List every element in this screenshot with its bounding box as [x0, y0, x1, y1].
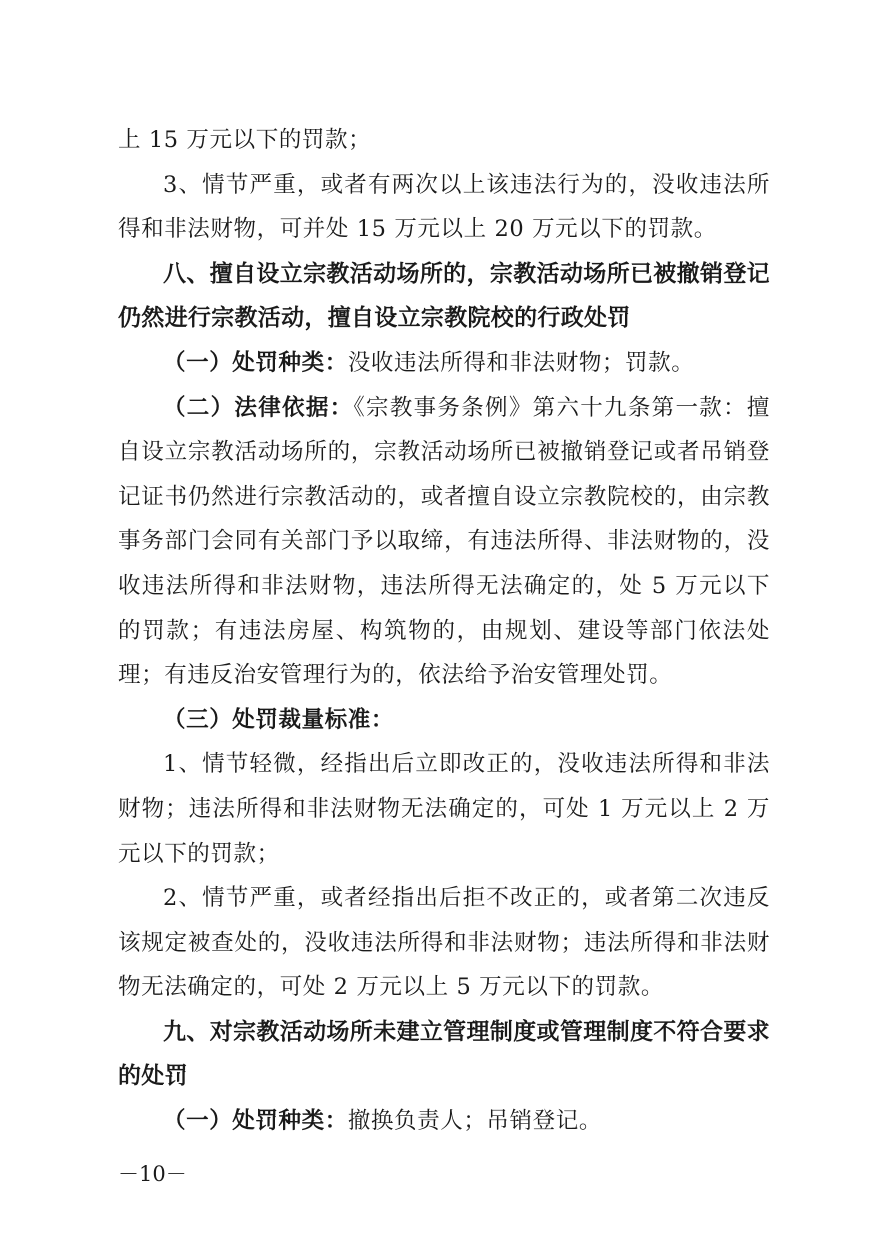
paragraph-penalty-types-9	[118, 1099, 770, 1144]
text-penalty-types: 没收违法所得和非法财物；罚款。	[347, 349, 695, 376]
label-legal-basis: （二）法律依据：	[163, 394, 354, 421]
section-heading-9: 九、对宗教活动场所未建立管理制度或管理制度不符合要求的处罚	[118, 1018, 770, 1090]
paragraph-discretion-standard	[118, 698, 770, 743]
paragraph-legal-basis	[118, 386, 770, 698]
label-penalty-types-9: （一）处罚种类：	[163, 1108, 348, 1135]
paragraph-item-2: 2、情节严重，或者经指出后拒不改正的，或者第二次违反该规定被查处的，没收违法所得和非法财物；违法所得和非法财物无法确定的，可处 2 万元以上 5 万元以下的罚款。	[118, 885, 770, 1001]
paragraph-item-3: 3、情节严重，或者有两次以上该违法行为的，没收违法所得和非法财物，可并处 15 万元以上 20 万元以下的罚款。	[118, 171, 770, 243]
text-legal-basis: 《宗教事务条例》第六十九条第一款：擅自设立宗教活动场所的，宗教活动场所已被撤销登记或者吊销登记证书仍然进行宗教活动的，或者擅自设立宗教院校的，由宗教事务部门会同有关部门予以取缔，有违法所得、非法财物的，没收违法所得和非法财物，违法所得无法确定的，处 5 万元以下的罚款；有违法房屋、构筑物的，由规划、建设等部门依法处理；有违反治安管理行为的，依法给予治安管理处罚。	[118, 394, 770, 689]
page-number: －10－	[118, 1162, 187, 1186]
section-heading-8: 八、擅自设立宗教活动场所的，宗教活动场所已被撤销登记仍然进行宗教活动，擅自设立宗教院校的行政处罚	[118, 260, 770, 332]
label-penalty-types: （一）处罚种类：	[163, 349, 348, 376]
paragraph-continued-fine: 上 15 万元以下的罚款；	[118, 127, 372, 153]
paragraph-penalty-types	[118, 341, 770, 386]
label-discretion-standard: （三）处罚裁量标准：	[163, 706, 395, 733]
paragraph-item-1: 1、情节轻微，经指出后立即改正的，没收违法所得和非法财物；违法所得和非法财物无法确定的，可处 1 万元以上 2 万元以下的罚款；	[118, 751, 770, 867]
document-body	[118, 118, 770, 1144]
text-penalty-types-9: 撤换负责人；吊销登记。	[347, 1108, 602, 1135]
